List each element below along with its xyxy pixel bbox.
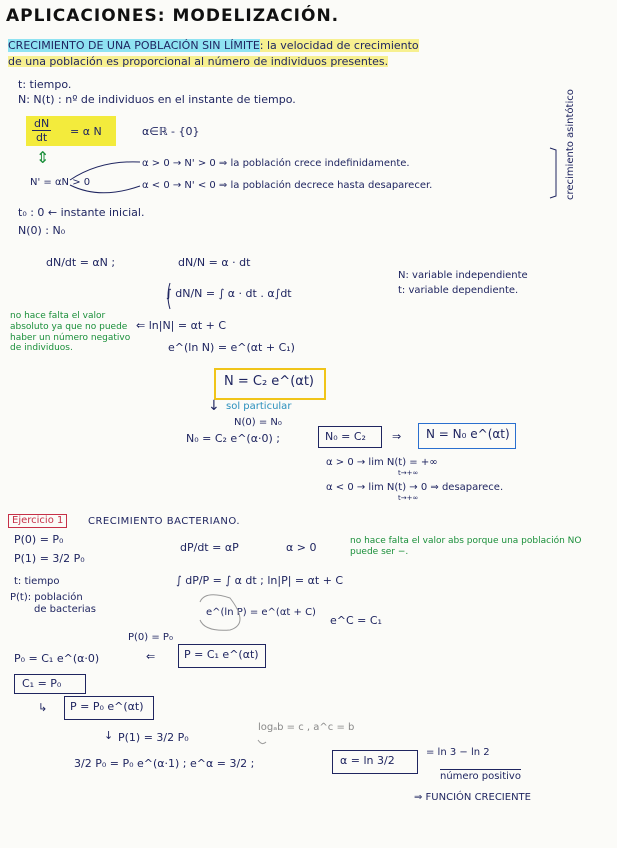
- equivalence-arrow-icon: ⇕: [36, 148, 50, 167]
- side-note: crecimiento asintótico: [565, 89, 576, 200]
- t-definition: t: tiempo: [14, 576, 60, 587]
- bacteria-exp: e^(ln P) = e^(αt + C): [206, 607, 316, 618]
- green-note-positive: no hace falta el valor abs porque una población NO puede ser −.: [350, 536, 582, 557]
- variable-dependent: t: variable dependiente.: [398, 285, 519, 296]
- page-title: APLICACIONES: MODELIZACIÓN.: [6, 6, 340, 26]
- alpha-domain: α∈ℝ - {0}: [142, 125, 200, 138]
- N0-C2: N₀ = C₂: [325, 430, 366, 443]
- def-N: N: N(t) : nº de individuos en el instante de tiempo.: [18, 93, 296, 106]
- C1-equation: C₁ = P₀: [22, 677, 62, 690]
- N-prime: N' = αN > 0: [30, 177, 91, 188]
- bacteria-ode: dP/dt = αP: [180, 541, 239, 554]
- limit-positive-sub: t→+∞: [398, 469, 419, 477]
- case-alpha-negative: α < 0 → N' < 0 ⇒ la población decrece hasta desaparecer.: [142, 180, 433, 191]
- case-alpha-positive: α > 0 → N' > 0 ⇒ la población crece indefinidamente.: [142, 158, 410, 169]
- bacteria-P0-condition: P(0) = P₀: [128, 632, 173, 643]
- integral-step: ∫ dN/N = ∫ α · dt . α∫dt: [166, 287, 292, 300]
- initial-condition: N(0) = N₀: [234, 417, 282, 428]
- limit-positive: α > 0 → lim N(t) = +∞: [326, 457, 438, 468]
- bacteria-final-equation: 3/2 P₀ = P₀ e^(α·1) ; e^α = 3/2 ;: [74, 757, 255, 770]
- t0: t₀ : 0 ← instante inicial.: [18, 206, 145, 219]
- variable-independent: N: variable independiente: [398, 270, 528, 281]
- eC-constant: e^C = C₁: [330, 614, 382, 627]
- N0-equation: N₀ = C₂ e^(α·0) ;: [186, 432, 280, 445]
- ln-step: ⇐ ln|N| = αt + C: [136, 319, 227, 332]
- section1-statement-2: de una población es proporcional al número de individuos presentes.: [8, 55, 389, 68]
- N0-def: N(0) : N₀: [18, 224, 66, 237]
- P-definition-2: de bacterias: [34, 604, 96, 615]
- alpha-value: α = ln 3/2: [340, 754, 395, 767]
- particular-solution-label: sol particular: [226, 401, 292, 412]
- bacteria-P1-condition: P(1) = 3/2 P₀: [118, 731, 189, 744]
- general-solution: N = C₂ e^(αt): [224, 374, 315, 389]
- green-note-abs: no hace falta el valor absoluto ya que no puede haber un número negativo de individuos.: [10, 311, 131, 354]
- section1-heading: CRECIMIENTO DE UNA POBLACIÓN SIN LÍMITE: [8, 39, 260, 52]
- def-t: t: tiempo.: [18, 78, 72, 91]
- left-arrow-icon: ⇐: [146, 650, 156, 663]
- down-arrow-icon: ↓: [208, 398, 220, 414]
- bacteria-particular-solution: P = P₀ e^(αt): [70, 700, 144, 713]
- limit-negative: α < 0 → lim N(t) → 0 ⇒ desaparece.: [326, 482, 504, 493]
- positive-number: número positivo: [440, 771, 521, 782]
- implies-arrow-icon: ⇒: [392, 430, 402, 443]
- curved-arrow-icon: ↳: [38, 701, 48, 714]
- separation-step: dN/dt = αN ;: [46, 256, 116, 269]
- alpha-positive: α > 0: [286, 541, 317, 554]
- separation-step-2: dN/N = α · dt: [178, 256, 251, 269]
- limit-negative-sub: t→+∞: [398, 494, 419, 502]
- P-definition-1: P(t): población: [10, 592, 83, 603]
- down-arrow-icon-2: ↓: [104, 729, 114, 742]
- P1-condition: P(1) = 3/2 P₀: [14, 552, 85, 565]
- section2-heading: CRECIMIENTO BACTERIANO.: [88, 516, 241, 527]
- bacteria-integral: ∫ dP/P = ∫ α dt ; ln|P| = αt + C: [176, 574, 344, 587]
- exercise-tag: Ejercicio 1: [8, 514, 67, 528]
- exp-step: e^(ln N) = e^(αt + C₁): [168, 341, 295, 354]
- section1-statement-1: : la velocidad de crecimiento: [259, 39, 419, 52]
- ode-rhs: = α N: [70, 125, 102, 138]
- P0-initial: P(0) = P₀: [14, 533, 64, 546]
- bacteria-P0-eq: P₀ = C₁ e^(α·0): [14, 652, 100, 665]
- final-solution: N = N₀ e^(αt): [426, 427, 510, 441]
- bacteria-general-solution: P = C₁ e^(αt): [184, 648, 259, 661]
- alpha-expansion: = ln 3 − ln 2: [426, 747, 490, 758]
- log-note: logₐb = c , a^c = b: [258, 722, 355, 733]
- conclusion: ⇒ FUNCIÓN CRECIENTE: [414, 792, 531, 803]
- ode-fraction: $\frac{dN}{dt}$: [34, 117, 50, 144]
